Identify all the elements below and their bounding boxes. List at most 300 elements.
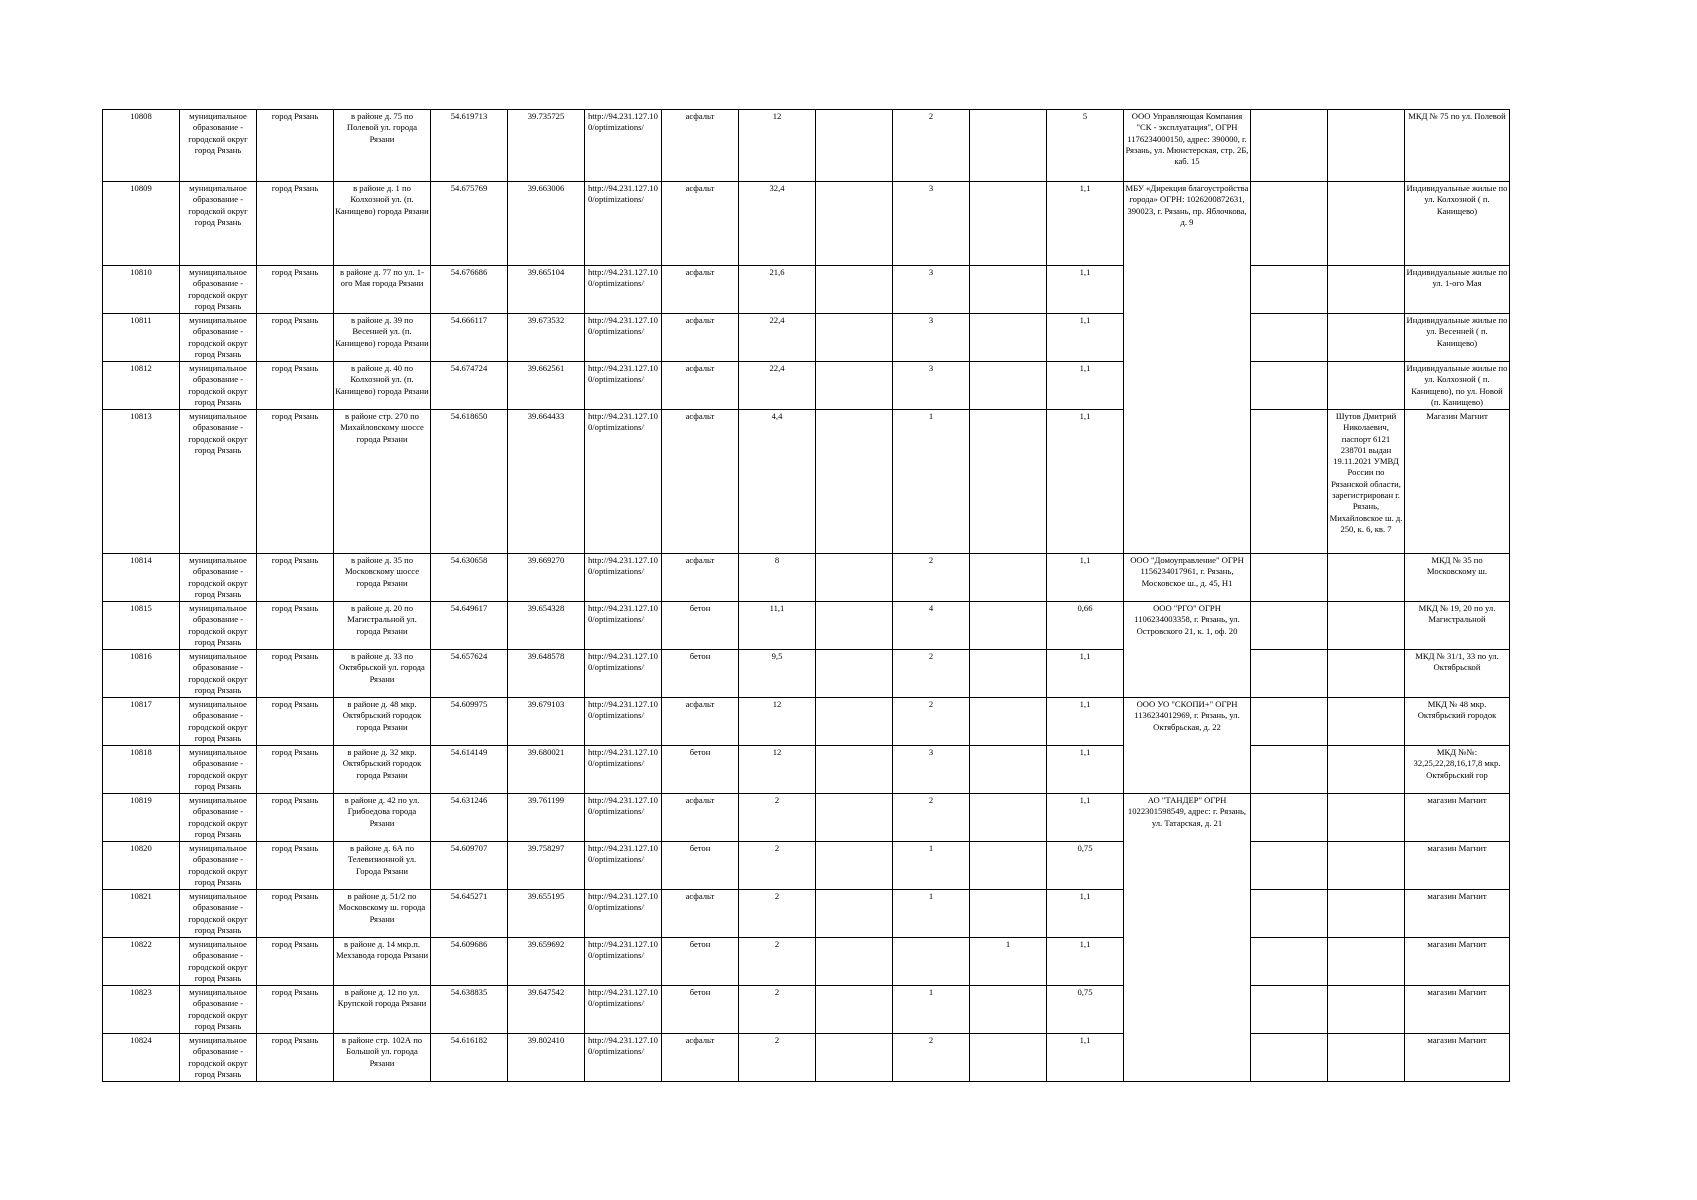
cell-longitude: 39.655195 bbox=[508, 890, 585, 938]
cell-area: 22,4 bbox=[739, 314, 816, 362]
cell-c15 bbox=[1251, 794, 1328, 842]
cell-latitude: 54.618650 bbox=[431, 410, 508, 554]
table-row bbox=[103, 698, 1510, 746]
cell-c10 bbox=[816, 362, 893, 410]
cell-owner: ООО Управляющая Компания "СК - эксплуатация", ОГРН 1176234000150, адрес: 390000, г. Рязань, ул. Мюнстерская, стр. 2Б, каб. 15 bbox=[1124, 110, 1251, 182]
cell-objects: МКД № 48 мкр. Октябрьский городок bbox=[1405, 698, 1510, 746]
cell-id: 10819 bbox=[103, 794, 180, 842]
cell-surface: бетон bbox=[662, 602, 739, 650]
cell-c11: 4 bbox=[893, 602, 970, 650]
cell-longitude: 39.673532 bbox=[508, 314, 585, 362]
cell-c11: 2 bbox=[893, 110, 970, 182]
cell-owner: ООО УО "СКОПИ+" ОГРН 1136234012969, г. Рязань, ул. Октябрьская, д. 22 bbox=[1124, 698, 1251, 746]
cell-area: 2 bbox=[739, 842, 816, 890]
cell-objects: МКД № 31/1, 33 по ул. Октябрьской bbox=[1405, 650, 1510, 698]
cell-c13: 1,1 bbox=[1047, 554, 1124, 602]
cell-owner bbox=[1124, 746, 1251, 794]
cell-c11 bbox=[893, 938, 970, 986]
cell-longitude: 39.669270 bbox=[508, 554, 585, 602]
cell-c10 bbox=[816, 794, 893, 842]
cell-id: 10817 bbox=[103, 698, 180, 746]
cell-c12 bbox=[970, 1034, 1047, 1082]
cell-area: 4,4 bbox=[739, 410, 816, 554]
cell-address: в районе д. 12 по ул. Крупской города Рязани bbox=[334, 986, 431, 1034]
cell-objects: магазин Магнит bbox=[1405, 938, 1510, 986]
cell-settlement: город Рязань bbox=[257, 602, 334, 650]
cell-id: 10809 bbox=[103, 182, 180, 266]
cell-contact bbox=[1328, 794, 1405, 842]
cell-c11: 3 bbox=[893, 314, 970, 362]
cell-area: 12 bbox=[739, 746, 816, 794]
cell-c15 bbox=[1251, 362, 1328, 410]
cell-contact bbox=[1328, 938, 1405, 986]
cell-address: в районе д. 40 по Колхозной ул. (п. Канищево) города Рязани bbox=[334, 362, 431, 410]
cell-address: в районе д. 51/2 по Московскому ш. города Рязани bbox=[334, 890, 431, 938]
cell-url: http://94.231.127.10 0/optimizations/ bbox=[585, 1034, 662, 1082]
cell-c11: 1 bbox=[893, 986, 970, 1034]
table-row bbox=[103, 410, 1510, 554]
table-row bbox=[103, 362, 1510, 410]
cell-latitude: 54.609975 bbox=[431, 698, 508, 746]
cell-contact bbox=[1328, 266, 1405, 314]
cell-c10 bbox=[816, 746, 893, 794]
cell-c15 bbox=[1251, 266, 1328, 314]
cell-c13: 1,1 bbox=[1047, 746, 1124, 794]
cell-settlement: город Рязань bbox=[257, 890, 334, 938]
cell-c11: 3 bbox=[893, 182, 970, 266]
cell-longitude: 39.662561 bbox=[508, 362, 585, 410]
cell-contact bbox=[1328, 182, 1405, 266]
cell-url: http://94.231.127.10 0/optimizations/ bbox=[585, 938, 662, 986]
cell-c12 bbox=[970, 182, 1047, 266]
cell-c11: 3 bbox=[893, 362, 970, 410]
cell-id: 10815 bbox=[103, 602, 180, 650]
cell-c15 bbox=[1251, 110, 1328, 182]
cell-address: в районе стр. 270 по Михайловскому шоссе города Рязани bbox=[334, 410, 431, 554]
cell-contact bbox=[1328, 362, 1405, 410]
cell-c15 bbox=[1251, 842, 1328, 890]
cell-contact bbox=[1328, 842, 1405, 890]
cell-owner bbox=[1124, 986, 1251, 1034]
cell-c13: 1,1 bbox=[1047, 1034, 1124, 1082]
cell-objects: МКД № 35 по Московскому ш. bbox=[1405, 554, 1510, 602]
cell-url: http://94.231.127.10 0/optimizations/ bbox=[585, 794, 662, 842]
cell-c13: 0,66 bbox=[1047, 602, 1124, 650]
cell-area: 9,5 bbox=[739, 650, 816, 698]
cell-c15 bbox=[1251, 890, 1328, 938]
table-row bbox=[103, 746, 1510, 794]
cell-address: в районе д. 42 по ул. Грибоедова города Рязани bbox=[334, 794, 431, 842]
cell-latitude: 54.676686 bbox=[431, 266, 508, 314]
cell-longitude: 39.654328 bbox=[508, 602, 585, 650]
cell-c15 bbox=[1251, 698, 1328, 746]
cell-c13: 0,75 bbox=[1047, 986, 1124, 1034]
cell-surface: асфальт bbox=[662, 554, 739, 602]
cell-longitude: 39.802410 bbox=[508, 1034, 585, 1082]
cell-c15 bbox=[1251, 938, 1328, 986]
cell-surface: асфальт bbox=[662, 314, 739, 362]
table-row bbox=[103, 842, 1510, 890]
cell-c10 bbox=[816, 182, 893, 266]
cell-c15 bbox=[1251, 554, 1328, 602]
cell-url: http://94.231.127.10 0/optimizations/ bbox=[585, 890, 662, 938]
cell-contact bbox=[1328, 698, 1405, 746]
cell-url: http://94.231.127.10 0/optimizations/ bbox=[585, 986, 662, 1034]
cell-area: 11,1 bbox=[739, 602, 816, 650]
cell-c10 bbox=[816, 986, 893, 1034]
cell-longitude: 39.680021 bbox=[508, 746, 585, 794]
cell-owner: ООО "Домоуправление" ОГРН 1156234017961, г. Рязань, Московское ш., д. 45, Н1 bbox=[1124, 554, 1251, 602]
cell-latitude: 54.616182 bbox=[431, 1034, 508, 1082]
cell-latitude: 54.657624 bbox=[431, 650, 508, 698]
cell-objects: Индивидуальные жилые по ул. 1-ого Мая bbox=[1405, 266, 1510, 314]
cell-surface: асфальт bbox=[662, 698, 739, 746]
cell-surface: асфальт bbox=[662, 794, 739, 842]
cell-longitude: 39.663006 bbox=[508, 182, 585, 266]
cell-latitude: 54.649617 bbox=[431, 602, 508, 650]
table-row bbox=[103, 266, 1510, 314]
table-row bbox=[103, 1034, 1510, 1082]
cell-c10 bbox=[816, 314, 893, 362]
cell-surface: асфальт bbox=[662, 890, 739, 938]
cell-id: 10811 bbox=[103, 314, 180, 362]
cell-c11: 2 bbox=[893, 794, 970, 842]
cell-municipality: муниципальное образование - городской округ город Рязань bbox=[180, 842, 257, 890]
cell-latitude: 54.619713 bbox=[431, 110, 508, 182]
cell-settlement: город Рязань bbox=[257, 698, 334, 746]
cell-surface: бетон bbox=[662, 938, 739, 986]
cell-id: 10821 bbox=[103, 890, 180, 938]
cell-contact bbox=[1328, 986, 1405, 1034]
cell-settlement: город Рязань bbox=[257, 554, 334, 602]
cell-c11: 2 bbox=[893, 698, 970, 746]
cell-area: 12 bbox=[739, 110, 816, 182]
cell-address: в районе д. 33 по Октябрьской ул. города Рязани bbox=[334, 650, 431, 698]
cell-latitude: 54.674724 bbox=[431, 362, 508, 410]
cell-owner bbox=[1124, 410, 1251, 554]
cell-municipality: муниципальное образование - городской округ город Рязань bbox=[180, 554, 257, 602]
cell-municipality: муниципальное образование - городской округ город Рязань bbox=[180, 362, 257, 410]
cell-objects: Индивидуальные жилые по ул. Колхозной ( п. Канищево) bbox=[1405, 182, 1510, 266]
cell-url: http://94.231.127.10 0/optimizations/ bbox=[585, 182, 662, 266]
cell-address: в районе д. 6А по Телевизионной ул. Города Рязани bbox=[334, 842, 431, 890]
cell-contact bbox=[1328, 650, 1405, 698]
cell-area: 2 bbox=[739, 890, 816, 938]
cell-id: 10808 bbox=[103, 110, 180, 182]
cell-latitude: 54.609686 bbox=[431, 938, 508, 986]
cell-surface: асфальт bbox=[662, 1034, 739, 1082]
cell-c10 bbox=[816, 266, 893, 314]
cell-address: в районе д. 32 мкр. Октябрьский городок города Рязани bbox=[334, 746, 431, 794]
cell-objects: магазин Магнит bbox=[1405, 986, 1510, 1034]
cell-municipality: муниципальное образование - городской округ город Рязань bbox=[180, 410, 257, 554]
cell-c11: 2 bbox=[893, 650, 970, 698]
cell-c11: 3 bbox=[893, 746, 970, 794]
cell-settlement: город Рязань bbox=[257, 986, 334, 1034]
cell-municipality: муниципальное образование - городской округ город Рязань bbox=[180, 890, 257, 938]
cell-municipality: муниципальное образование - городской округ город Рязань bbox=[180, 650, 257, 698]
cell-address: в районе д. 35 по Московскому шоссе города Рязани bbox=[334, 554, 431, 602]
cell-municipality: муниципальное образование - городской округ город Рязань bbox=[180, 938, 257, 986]
cell-url: http://94.231.127.10 0/optimizations/ bbox=[585, 602, 662, 650]
cell-c13: 1,1 bbox=[1047, 266, 1124, 314]
cell-url: http://94.231.127.10 0/optimizations/ bbox=[585, 266, 662, 314]
cell-c12 bbox=[970, 362, 1047, 410]
cell-surface: бетон bbox=[662, 650, 739, 698]
cell-id: 10818 bbox=[103, 746, 180, 794]
cell-municipality: муниципальное образование - городской округ город Рязань bbox=[180, 110, 257, 182]
cell-municipality: муниципальное образование - городской округ город Рязань bbox=[180, 794, 257, 842]
cell-contact bbox=[1328, 746, 1405, 794]
cell-owner: ООО "РГО" ОГРН 1106234003358, г. Рязань, ул. Островского 21, к. 1, оф. 20 bbox=[1124, 602, 1251, 650]
cell-c15 bbox=[1251, 1034, 1328, 1082]
cell-surface: асфальт bbox=[662, 266, 739, 314]
table-row bbox=[103, 602, 1510, 650]
cell-municipality: муниципальное образование - городской округ город Рязань bbox=[180, 986, 257, 1034]
cell-owner bbox=[1124, 890, 1251, 938]
cell-objects: МКД № 19, 20 по ул. Магистральной bbox=[1405, 602, 1510, 650]
cell-address: в районе д. 14 мкр.п. Мехзавода города Рязани bbox=[334, 938, 431, 986]
cell-contact: Шутов Дмитрий Николаевич, паспорт 6121 238701 выдан 19.11.2021 УМВД России по Рязанской области, зарегистрирован г. Рязань, Михайловское ш. д. 250, к. 6, кв. 7 bbox=[1328, 410, 1405, 554]
cell-c10 bbox=[816, 938, 893, 986]
cell-latitude: 54.609707 bbox=[431, 842, 508, 890]
cell-url: http://94.231.127.10 0/optimizations/ bbox=[585, 842, 662, 890]
cell-c11: 1 bbox=[893, 890, 970, 938]
cell-c13: 0,75 bbox=[1047, 842, 1124, 890]
cell-c12 bbox=[970, 110, 1047, 182]
cell-municipality: муниципальное образование - городской округ город Рязань bbox=[180, 1034, 257, 1082]
cell-c15 bbox=[1251, 182, 1328, 266]
cell-municipality: муниципальное образование - городской округ город Рязань bbox=[180, 182, 257, 266]
cell-objects: магазин Магнит bbox=[1405, 794, 1510, 842]
table-row bbox=[103, 554, 1510, 602]
cell-id: 10816 bbox=[103, 650, 180, 698]
cell-c12 bbox=[970, 746, 1047, 794]
cell-longitude: 39.758297 bbox=[508, 842, 585, 890]
cell-objects: Магазин Магнит bbox=[1405, 410, 1510, 554]
cell-address: в районе д. 1 по Колхозной ул. (п. Канищево) города Рязани bbox=[334, 182, 431, 266]
cell-longitude: 39.648578 bbox=[508, 650, 585, 698]
cell-c12 bbox=[970, 602, 1047, 650]
cell-longitude: 39.735725 bbox=[508, 110, 585, 182]
cell-latitude: 54.666117 bbox=[431, 314, 508, 362]
cell-address: в районе д. 20 по Магистральной ул. города Рязани bbox=[334, 602, 431, 650]
cell-c10 bbox=[816, 110, 893, 182]
cell-id: 10823 bbox=[103, 986, 180, 1034]
cell-c13: 1,1 bbox=[1047, 698, 1124, 746]
cell-settlement: город Рязань bbox=[257, 746, 334, 794]
cell-contact bbox=[1328, 1034, 1405, 1082]
cell-longitude: 39.659692 bbox=[508, 938, 585, 986]
cell-c11: 3 bbox=[893, 266, 970, 314]
cell-longitude: 39.761199 bbox=[508, 794, 585, 842]
cell-c12 bbox=[970, 314, 1047, 362]
cell-id: 10812 bbox=[103, 362, 180, 410]
cell-owner bbox=[1124, 314, 1251, 362]
cell-c12 bbox=[970, 842, 1047, 890]
cell-c12 bbox=[970, 410, 1047, 554]
cell-municipality: муниципальное образование - городской округ город Рязань bbox=[180, 266, 257, 314]
cell-c13: 5 bbox=[1047, 110, 1124, 182]
cell-url: http://94.231.127.10 0/optimizations/ bbox=[585, 698, 662, 746]
cell-latitude: 54.638835 bbox=[431, 986, 508, 1034]
table-row bbox=[103, 986, 1510, 1034]
cell-c12 bbox=[970, 890, 1047, 938]
cell-address: в районе стр. 102А по Большой ул. города Рязани bbox=[334, 1034, 431, 1082]
cell-id: 10814 bbox=[103, 554, 180, 602]
cell-area: 2 bbox=[739, 794, 816, 842]
registry-sheet bbox=[102, 109, 1510, 1082]
cell-owner bbox=[1124, 1034, 1251, 1082]
cell-objects: Индивидуальные жилые по ул. Весенней ( п. Канищево) bbox=[1405, 314, 1510, 362]
table-row bbox=[103, 794, 1510, 842]
cell-settlement: город Рязань bbox=[257, 182, 334, 266]
cell-surface: асфальт bbox=[662, 410, 739, 554]
cell-contact bbox=[1328, 314, 1405, 362]
cell-url: http://94.231.127.10 0/optimizations/ bbox=[585, 110, 662, 182]
cell-objects: магазин Магнит bbox=[1405, 1034, 1510, 1082]
cell-longitude: 39.664433 bbox=[508, 410, 585, 554]
cell-c13: 1,1 bbox=[1047, 314, 1124, 362]
cell-latitude: 54.614149 bbox=[431, 746, 508, 794]
cell-settlement: город Рязань bbox=[257, 938, 334, 986]
cell-id: 10822 bbox=[103, 938, 180, 986]
cell-latitude: 54.645271 bbox=[431, 890, 508, 938]
cell-latitude: 54.675769 bbox=[431, 182, 508, 266]
cell-area: 32,4 bbox=[739, 182, 816, 266]
cell-owner: МБУ «Дирекция благоустройства города» ОГРН: 1026200872631, 390023, г. Рязань, пр. Яблочкова, д. 9 bbox=[1124, 182, 1251, 266]
cell-objects: МКД № 75 по ул. Полевой bbox=[1405, 110, 1510, 182]
cell-owner bbox=[1124, 842, 1251, 890]
cell-surface: бетон bbox=[662, 746, 739, 794]
table-row bbox=[103, 110, 1510, 182]
cell-latitude: 54.631246 bbox=[431, 794, 508, 842]
cell-c10 bbox=[816, 1034, 893, 1082]
cell-settlement: город Рязань bbox=[257, 266, 334, 314]
cell-c12 bbox=[970, 266, 1047, 314]
cell-c10 bbox=[816, 698, 893, 746]
cell-address: в районе д. 39 по Весенней ул. (п. Канищево) города Рязани bbox=[334, 314, 431, 362]
cell-longitude: 39.647542 bbox=[508, 986, 585, 1034]
cell-area: 21,6 bbox=[739, 266, 816, 314]
cell-c11: 1 bbox=[893, 842, 970, 890]
cell-address: в районе д. 48 мкр. Октябрьский городок города Рязани bbox=[334, 698, 431, 746]
cell-municipality: муниципальное образование - городской округ город Рязань bbox=[180, 746, 257, 794]
cell-c10 bbox=[816, 602, 893, 650]
cell-id: 10810 bbox=[103, 266, 180, 314]
cell-owner bbox=[1124, 266, 1251, 314]
cell-id: 10813 bbox=[103, 410, 180, 554]
cell-surface: бетон bbox=[662, 842, 739, 890]
cell-c13: 1,1 bbox=[1047, 890, 1124, 938]
cell-longitude: 39.679103 bbox=[508, 698, 585, 746]
cell-c11: 2 bbox=[893, 554, 970, 602]
cell-settlement: город Рязань bbox=[257, 650, 334, 698]
cell-settlement: город Рязань bbox=[257, 794, 334, 842]
cell-c10 bbox=[816, 842, 893, 890]
cell-settlement: город Рязань bbox=[257, 314, 334, 362]
cell-area: 2 bbox=[739, 938, 816, 986]
cell-c12 bbox=[970, 698, 1047, 746]
cell-c15 bbox=[1251, 602, 1328, 650]
cell-longitude: 39.665104 bbox=[508, 266, 585, 314]
cell-c15 bbox=[1251, 986, 1328, 1034]
cell-c15 bbox=[1251, 410, 1328, 554]
cell-municipality: муниципальное образование - городской округ город Рязань bbox=[180, 314, 257, 362]
cell-address: в районе д. 75 по Полевой ул. города Рязани bbox=[334, 110, 431, 182]
cell-c10 bbox=[816, 410, 893, 554]
cell-contact bbox=[1328, 890, 1405, 938]
cell-url: http://94.231.127.10 0/optimizations/ bbox=[585, 410, 662, 554]
table-row bbox=[103, 182, 1510, 266]
cell-surface: бетон bbox=[662, 986, 739, 1034]
cell-c12 bbox=[970, 794, 1047, 842]
cell-settlement: город Рязань bbox=[257, 110, 334, 182]
cell-objects: магазин Магнит bbox=[1405, 842, 1510, 890]
cell-objects: МКД №№: 32,25,22,28,16,17,8 мкр. Октябрьский гор bbox=[1405, 746, 1510, 794]
table-row bbox=[103, 890, 1510, 938]
cell-c12: 1 bbox=[970, 938, 1047, 986]
cell-c11: 1 bbox=[893, 410, 970, 554]
cell-owner bbox=[1124, 650, 1251, 698]
cell-settlement: город Рязань bbox=[257, 410, 334, 554]
cell-settlement: город Рязань bbox=[257, 842, 334, 890]
cell-objects: магазин Магнит bbox=[1405, 890, 1510, 938]
cell-c11: 2 bbox=[893, 1034, 970, 1082]
registry-table bbox=[102, 109, 1510, 1082]
cell-area: 8 bbox=[739, 554, 816, 602]
cell-id: 10820 bbox=[103, 842, 180, 890]
cell-c12 bbox=[970, 986, 1047, 1034]
cell-surface: асфальт bbox=[662, 182, 739, 266]
cell-area: 22,4 bbox=[739, 362, 816, 410]
cell-municipality: муниципальное образование - городской округ город Рязань bbox=[180, 602, 257, 650]
cell-c12 bbox=[970, 554, 1047, 602]
cell-c15 bbox=[1251, 650, 1328, 698]
table-body bbox=[103, 110, 1510, 1082]
cell-c15 bbox=[1251, 746, 1328, 794]
cell-c13: 1,1 bbox=[1047, 938, 1124, 986]
cell-url: http://94.231.127.10 0/optimizations/ bbox=[585, 746, 662, 794]
cell-area: 12 bbox=[739, 698, 816, 746]
cell-area: 2 bbox=[739, 1034, 816, 1082]
cell-url: http://94.231.127.10 0/optimizations/ bbox=[585, 554, 662, 602]
cell-c10 bbox=[816, 554, 893, 602]
cell-c13: 1,1 bbox=[1047, 794, 1124, 842]
cell-owner: АО "ТАНДЕР" ОГРН 1022301598549, адрес: г. Рязань, ул. Татарская, д. 21 bbox=[1124, 794, 1251, 842]
table-row bbox=[103, 314, 1510, 362]
cell-area: 2 bbox=[739, 986, 816, 1034]
table-row bbox=[103, 938, 1510, 986]
cell-settlement: город Рязань bbox=[257, 362, 334, 410]
cell-c10 bbox=[816, 890, 893, 938]
cell-contact bbox=[1328, 602, 1405, 650]
cell-url: http://94.231.127.10 0/optimizations/ bbox=[585, 362, 662, 410]
cell-settlement: город Рязань bbox=[257, 1034, 334, 1082]
cell-objects: Индивидуальные жилые по ул. Колхозной ( п. Канищево), по ул. Новой (п. Канищево) bbox=[1405, 362, 1510, 410]
table-row bbox=[103, 650, 1510, 698]
cell-c13: 1,1 bbox=[1047, 650, 1124, 698]
cell-address: в районе д. 77 по ул. 1-ого Мая города Рязани bbox=[334, 266, 431, 314]
cell-c12 bbox=[970, 650, 1047, 698]
cell-c15 bbox=[1251, 314, 1328, 362]
cell-municipality: муниципальное образование - городской округ город Рязань bbox=[180, 698, 257, 746]
cell-surface: асфальт bbox=[662, 362, 739, 410]
cell-url: http://94.231.127.10 0/optimizations/ bbox=[585, 650, 662, 698]
cell-c13: 1,1 bbox=[1047, 182, 1124, 266]
cell-c10 bbox=[816, 650, 893, 698]
cell-surface: асфальт bbox=[662, 110, 739, 182]
